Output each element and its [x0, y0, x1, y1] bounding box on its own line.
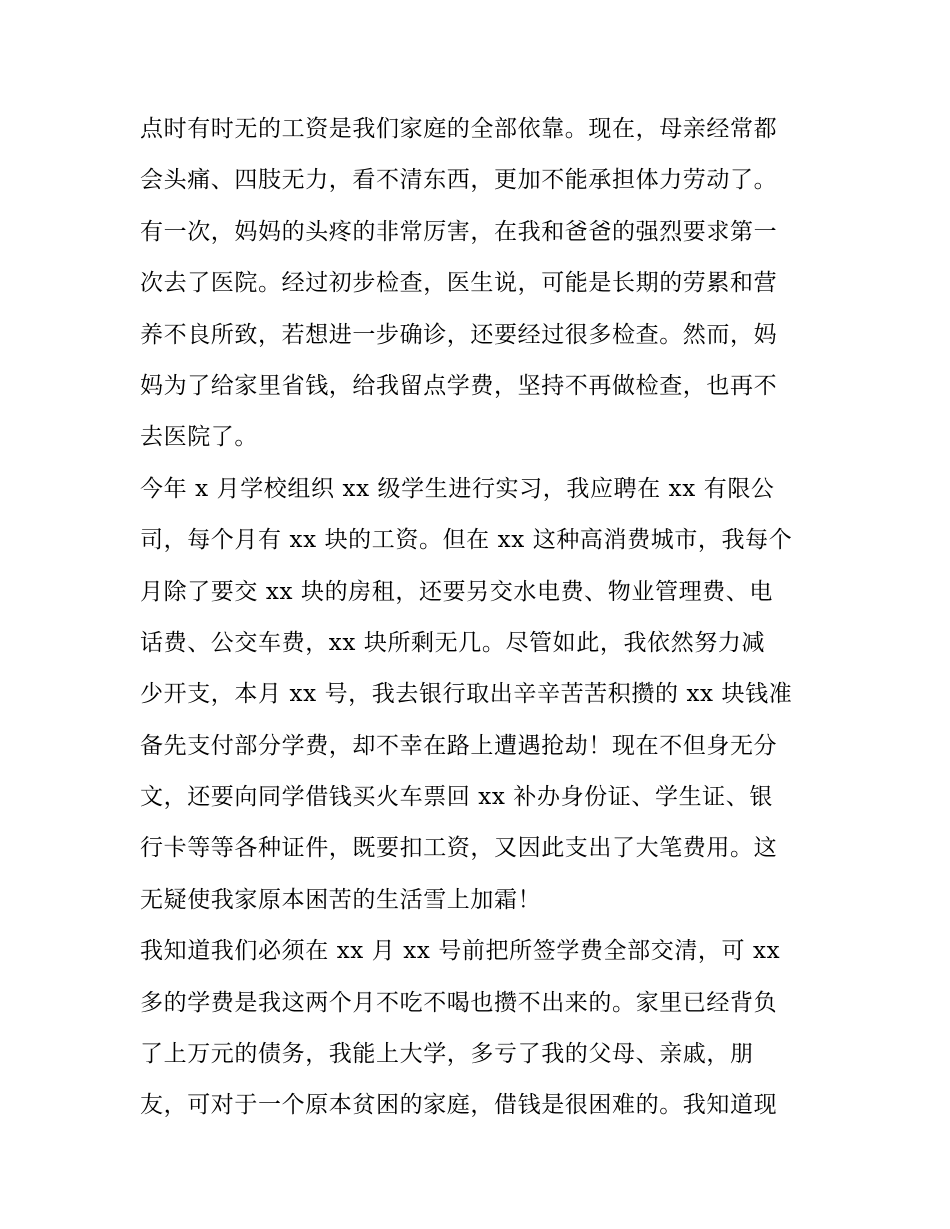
- text-line: 少开支，本月 xx 号，我去银行取出辛辛苦苦积攒的 xx 块钱准: [140, 681, 793, 708]
- text-line: 文，还要向同学借钱买火车票回 xx 补办身份证、学生证、银: [140, 784, 773, 811]
- text-line: 行卡等等各种证件，既要扣工资，又因此支出了大笔费用。这: [140, 835, 778, 862]
- text-line: 妈为了给家里省钱，给我留点学费，坚持不再做检查，也再不: [140, 372, 778, 399]
- text-line: 月除了要交 xx 块的房租，还要另交水电费、物业管理费、电: [140, 578, 773, 605]
- text-line: 司，每个月有 xx 块的工资。但在 xx 这种高消费城市，我每个: [140, 527, 793, 554]
- text-line: 点时有时无的工资是我们家庭的全部依靠。现在，母亲经常都: [140, 116, 778, 142]
- text-line: 了上万元的债务，我能上大学，多亏了我的父母、亲戚，朋: [140, 1041, 754, 1068]
- text-line: 有一次，妈妈的头疼的非常厉害，在我和爸爸的强烈要求第一: [140, 218, 778, 245]
- text-line: 话费、公交车费，xx 块所剩无几。尽管如此，我依然努力减: [140, 629, 766, 656]
- text-line: 今年 x 月学校组织 xx 级学生进行实习，我应聘在 xx 有限公: [140, 475, 775, 502]
- document-body: [140, 104, 816, 1132]
- text-line: 次去了医院。经过初步检查，医生说，可能是长期的劳累和营: [140, 270, 778, 297]
- text-line: 会头痛、四肢无力，看不清东西，更加不能承担体力劳动了。: [140, 167, 778, 194]
- text-line: 我知道我们必须在 xx 月 xx 号前把所签学费全部交清，可 xx: [140, 938, 781, 965]
- text-line: 多的学费是我这两个月不吃不喝也攒不出来的。家里已经背负: [140, 989, 778, 1016]
- text-line: 养不良所致，若想进一步确诊，还要经过很多检查。然而，妈: [140, 321, 778, 348]
- text-line: 无疑使我家原本困苦的生活雪上加霜！: [140, 886, 542, 913]
- text-line: 备先支付部分学费，却不幸在路上遭遇抢劫！现在不但身无分: [140, 732, 778, 759]
- text-line: 友，可对于一个原本贫困的家庭，借钱是很困难的。我知道现: [140, 1092, 778, 1119]
- text-line: 去医院了。: [140, 424, 258, 451]
